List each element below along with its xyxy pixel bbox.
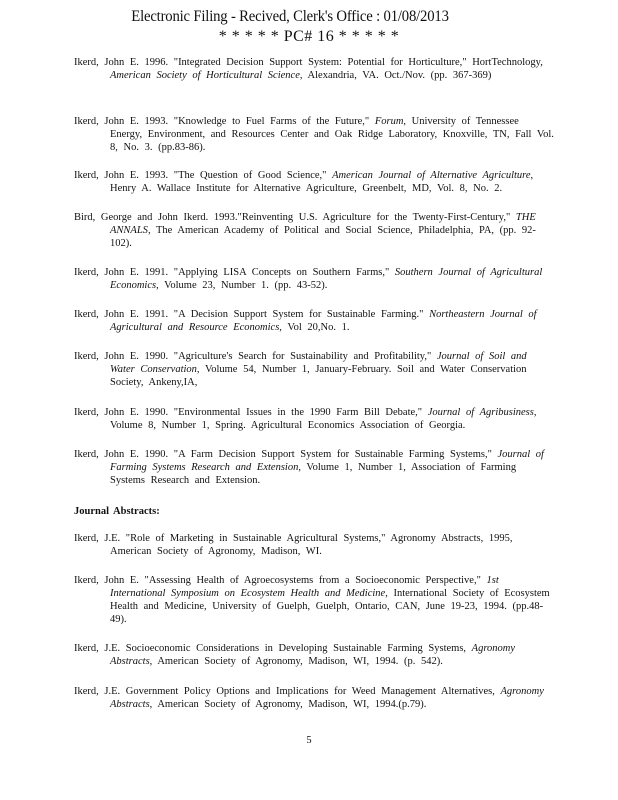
reference-entry: Ikerd, John E. 1991. "A Decision Support System for Sustainable Farming." Northeastern Journal of Agricultural and Resource Economics, Vol 20,No. 1. [74,309,537,333]
reference-entry: Ikerd, John E. 1990. "A Farm Decision Support System for Sustainable Farming Systems," Journal of Farming Systems Research and Extension, Volume 1, Number 1, Association of Farming Systems Research and Extension. [74,449,544,486]
abstract-entry: Ikerd, John E. "Assessing Health of Agroecosystems from a Socioeconomic Perspective," 1st International Symposium on Ecosystem Health and Medicine, International Society of Ecosystem Health and Medicine, University of Guelph, Guelph, Ontario, CAN, June 19-23, 1994. (pp.48-49). [74,575,550,625]
reference-entry: Ikerd, John E. 1996. "Integrated Decision Support System: Potential for Horticulture," HortTechnology, American Society of Horticultural Science, Alexandria, VA. Oct./Nov. (pp. 367-369) [74,57,543,81]
abstract-entry: Ikerd, J.E. "Role of Marketing in Sustainable Agricultural Systems," Agronomy Abstracts, 1995, American Society of Agronomy, Madison, WI. [74,533,513,557]
reference-entry: Bird, George and John Ikerd. 1993."Reinventing U.S. Agriculture for the Twenty-First-Century," THE ANNALS, The American Academy of Political and Social Science, Philadelphia, PA, (pp. 92-102). [74,212,536,249]
abstract-entry: Ikerd, J.E. Government Policy Options and Implications for Weed Management Alternatives, Agronomy Abstracts, American Society of Agronomy, Madison, WI, 1994.(p.79). [74,686,544,710]
reference-entry: Ikerd, John E. 1991. "Applying LISA Concepts on Southern Farms," Southern Journal of Agricultural Economics, Volume 23, Number 1. (pp. 43-52). [74,267,543,291]
filing-stamp-line: Electronic Filing - Recived, Clerk's Office : 01/08/2013 [131,8,449,25]
reference-entry: Ikerd, John E. 1993. "Knowledge to Fuel Farms of the Future," Forum, University of Tennessee Energy, Environment, and Resources Center and Oak Ridge Laboratory, Knoxville, TN, Fall Vol. 8, No. 3. (pp.83-86). [74,116,554,153]
page-number: 5 [306,735,312,746]
reference-entry: Ikerd, John E. 1990. "Agriculture's Search for Sustainability and Profitability," Journal of Soil and Water Conservation, Volume 54, Number 1, January-February. Soil and Water Conservation Society, Ankeny,IA, [74,351,527,388]
journal-abstracts-heading: Journal Abstracts: [74,506,160,517]
pc-number-line: * * * * * PC# 16 * * * * * [218,28,400,45]
reference-entry: Ikerd, John E. 1993. "The Question of Good Science," American Journal of Alternative Agriculture, Henry A. Wallace Institute for Alternative Agriculture, Greenbelt, MD, Vol. 8, No. 2. [74,170,534,194]
abstract-entry: Ikerd, J.E. Socioeconomic Considerations in Developing Sustainable Farming Systems, Agronomy Abstracts, American Society of Agronomy, Madison, WI, 1994. (p. 542). [74,643,516,667]
reference-entry: Ikerd, John E. 1990. "Environmental Issues in the 1990 Farm Bill Debate," Journal of Agribusiness, Volume 8, Number 1, Spring. Agricultural Economics Association of Georgia. [74,407,537,431]
